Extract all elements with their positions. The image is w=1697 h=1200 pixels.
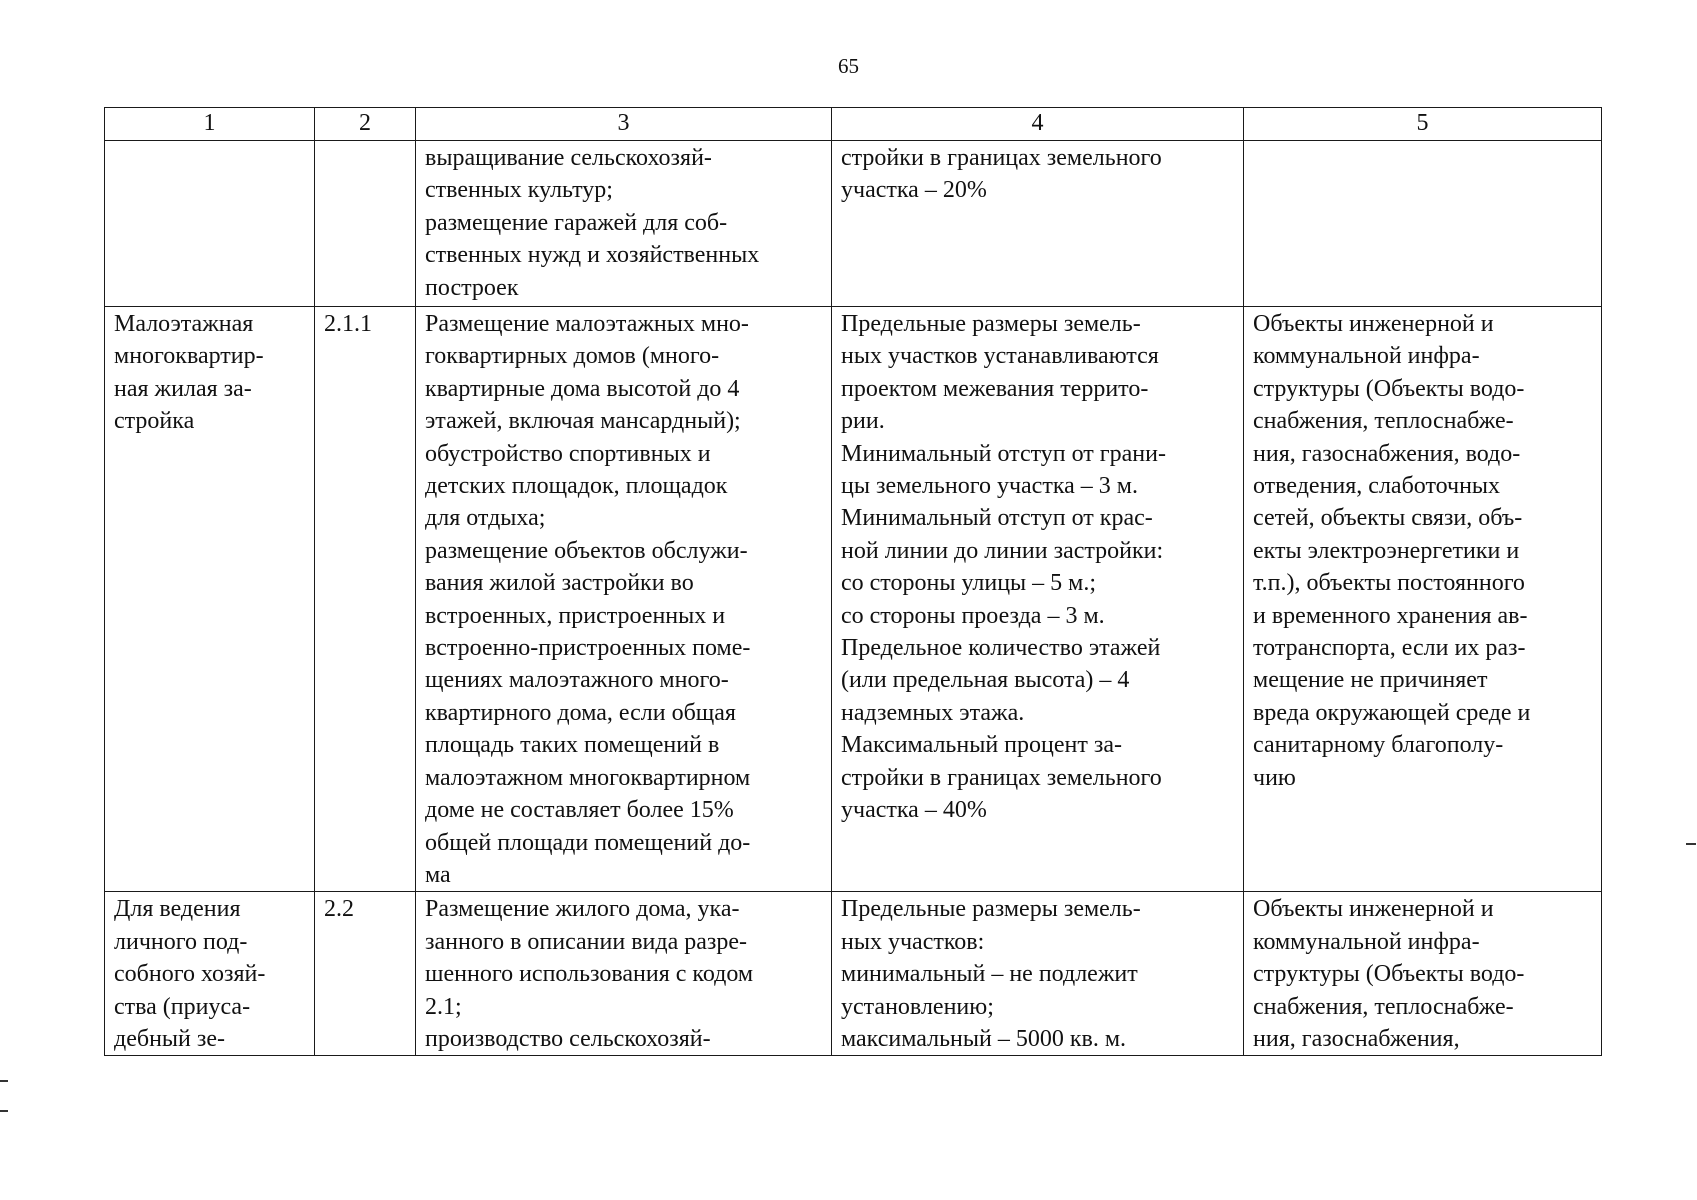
cell-use-name: Для ведения личного под- собного хозяй- ства (приуса- дебный зе- xyxy=(105,892,315,1056)
scan-margin-mark xyxy=(0,1110,8,1112)
cell-auxiliary-objects: Объекты инженерной и коммунальной инфра- структуры (Объекты водо- снабжения, теплоснабже- ния, газоснабжения, xyxy=(1244,892,1602,1056)
cell-use-code: 2.2 xyxy=(315,892,416,1056)
cell-use-code: 2.1.1 xyxy=(315,307,416,892)
cell-parameters: стройки в границах земельного участка – 20% xyxy=(832,141,1244,307)
column-header-1: 1 xyxy=(105,108,315,141)
cell-use-description: Размещение малоэтажных мно- гоквартирных домов (много- квартирные дома высотой до 4 этажей, включая мансардный); обустройство спортивных и детских площадок, площадок для отдыха; размещение объектов обслужи- вания жилой застройки во встроенных, пристроенных и встроенно-пристроенных поме- щениях малоэтажного много- квартирного дома, если общая площадь таких помещений в малоэтажном многоквартирном доме не составляет более 15% общей площади помещений до- ма xyxy=(416,307,832,892)
cell-use-code xyxy=(315,141,416,307)
cell-use-name xyxy=(105,141,315,307)
table-header-row xyxy=(105,108,1602,141)
cell-parameters: Предельные размеры земель- ных участков: минимальный – не подлежит установлению; максимальный – 5000 кв. м. xyxy=(832,892,1244,1056)
cell-auxiliary-objects: Объекты инженерной и коммунальной инфра- структуры (Объекты водо- снабжения, теплоснабже- ния, газоснабжения, водо- отведения, слаботочных сетей, объекты связи, объ- екты электроэнергетики и т.п.), объекты постоянного и временного хранения ав- тотранспорта, если их раз- мещение не причиняет вреда окружающей среде и санитарному благополу- чию xyxy=(1244,307,1602,892)
table-row xyxy=(105,307,1602,892)
table-row xyxy=(105,892,1602,1056)
cell-auxiliary-objects xyxy=(1244,141,1602,307)
cell-use-description: выращивание сельскохозяй- ственных культур; размещение гаражей для соб- ственных нужд и хозяйственных построек xyxy=(416,141,832,307)
column-header-4: 4 xyxy=(832,108,1244,141)
column-header-3: 3 xyxy=(416,108,832,141)
table-row xyxy=(105,141,1602,307)
cell-use-description: Размещение жилого дома, ука- занного в описании вида разре- шенного использования с кодом 2.1; производство сельскохозяй- xyxy=(416,892,832,1056)
column-header-2: 2 xyxy=(315,108,416,141)
scan-margin-mark xyxy=(1686,843,1696,845)
cell-use-name: Малоэтажная многоквартир- ная жилая за- стройка xyxy=(105,307,315,892)
scan-margin-mark xyxy=(0,1080,8,1082)
page-number: 65 xyxy=(838,54,859,78)
regulations-table xyxy=(104,107,1602,1056)
cell-parameters: Предельные размеры земель- ных участков устанавливаются проектом межевания террито- рии. Минимальный отступ от грани- цы земельного участка – 3 м. Минимальный отступ от крас- ной линии до линии застройки: со стороны улицы – 5 м.; со стороны проезда – 3 м. Предельное количество этажей (или предельная высота) – 4 надземных этажа. Максимальный процент за- стройки в границах земельного участка – 40% xyxy=(832,307,1244,892)
column-header-5: 5 xyxy=(1244,108,1602,141)
